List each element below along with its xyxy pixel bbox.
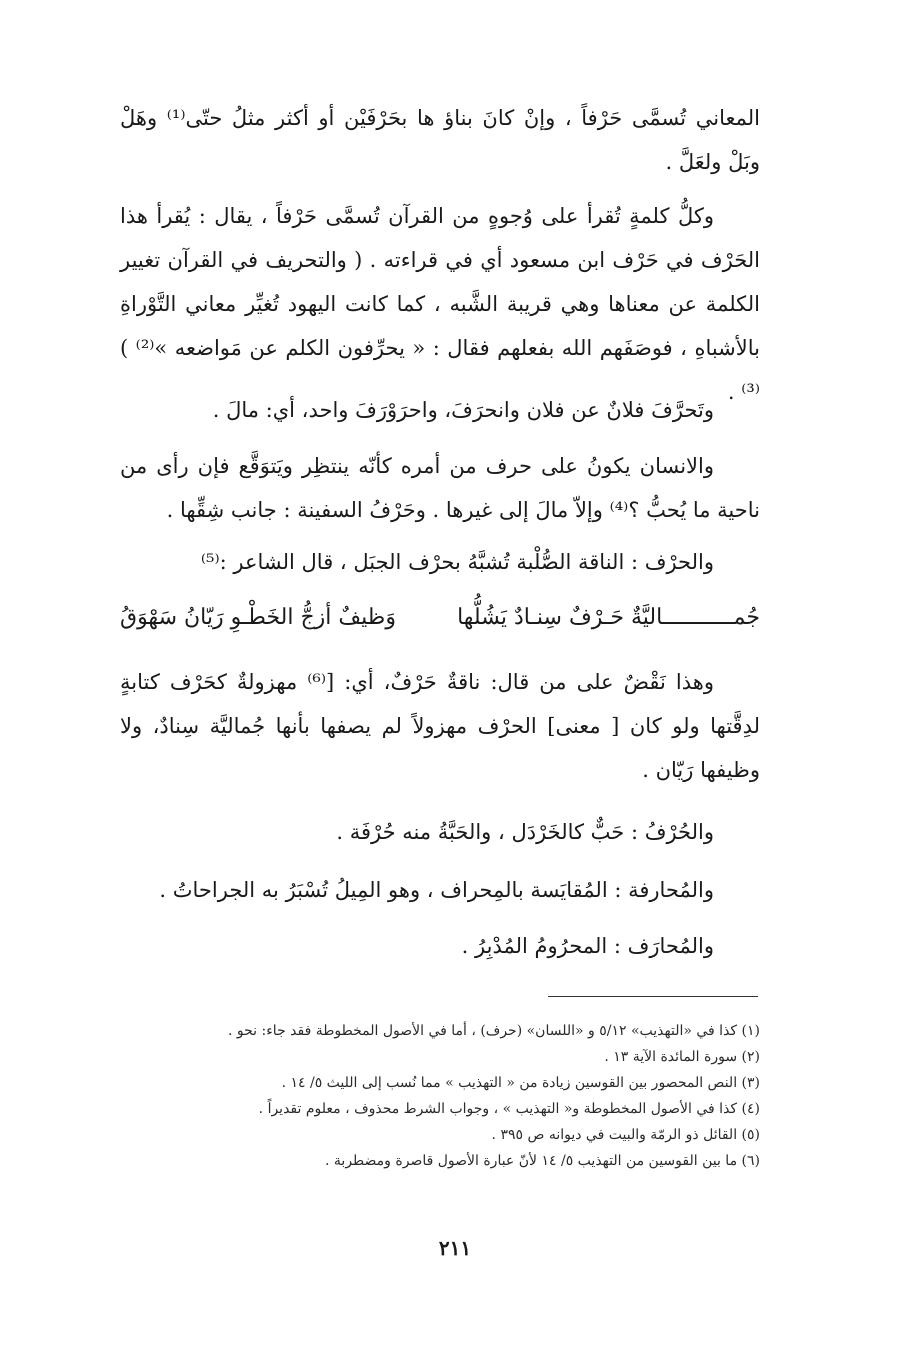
paragraph-6: وهذا نَقْضٌ على من قال: ناقةٌ حَرْفٌ، أي: [⁽⁶⁾ مهزولةٌ كحَرْف كتابةٍ لدِقَّتها ولو كان [ معنى] الحرْف مهزولاً لم يصفها بأنها جُماليَّة سِنادٌ، ولا وظيفها رَيّان . xyxy=(120,670,760,782)
paragraph-3: وتَحرَّفَ فلانٌ عن فلان وانحرَفَ، واحرَوْرَفَ واحد، أي: مالَ . xyxy=(212,398,714,422)
verse-first-hemistich: جُمـــــــــــاليَّةٌ حَـرْفٌ سِنـادٌ يَشُلُّها xyxy=(457,605,760,630)
footnote-5: (٥) القائل ذو الرمّة والبيت في ديوانه ص ٣٩٥ . xyxy=(491,1127,760,1143)
footnote-6: (٦) ما بين القوسين من التهذيب ٥/ ١٤ لأنّ عبارة الأصول قاصرة ومضطربة . xyxy=(325,1153,760,1169)
footnote-separator xyxy=(548,996,758,997)
paragraph-1: المعاني تُسمَّى حَرْفاً ، وإنْ كانَ بناؤ ها بحَرْفَيْن أو أكثر مثلُ حتّى⁽¹⁾ وهَلْ وبَلْ ولعَلَّ . xyxy=(120,106,760,174)
paragraph-8: والمُحارفة : المُقايَسة بالمِحراف ، وهو المِيلُ تُسْبَرُ به الجراحاتُ . xyxy=(159,878,714,902)
paragraph-4: والانسان يكونُ على حرف من أمره كأنّه ينتظِر ويَتوَقَّع فإن رأى من ناحية ما يُحبُّ ؟⁽⁴⁾ وإلاّ مالَ إلى غيرها . وحَرْفُ السفينة : جانب شِقِّها . xyxy=(120,454,760,522)
footnote-1: (١) كذا في «التهذيب» ٥/١٢ و «اللسان» (حرف) ، أما في الأصول المخطوطة فقد جاء: نحو . xyxy=(227,1023,760,1039)
footnote-4: (٤) كذا في الأصول المخطوطة و« التهذيب » ، وجواب الشرط محذوف ، معلوم تقديراً . xyxy=(258,1101,760,1117)
paragraph-7: والحُرْفُ : حَبٌّ كالخَرْدَل ، والحَبَّةُ منه حُرْفَة . xyxy=(336,820,714,844)
paragraph-9: والمُحارَف : المحرُومُ المُدْبِرُ . xyxy=(461,934,714,958)
poetry-verse xyxy=(120,596,760,640)
footnotes-list xyxy=(120,1018,760,1174)
verse-second-hemistich: وَظيفٌ أزجُّ الخَطْـوِ رَيّانُ سَهْوَقُ xyxy=(120,605,396,630)
paragraph-5: والحرْف : الناقة الصُّلْبة تُشبَّهُ بحرْف الجبَل ، قال الشاعر :⁽⁵⁾ xyxy=(200,550,714,574)
paragraph-2: وكلُّ كلمةٍ تُقرأ على وُجوهٍ من القرآن تُسمَّى حَرْفاً ، يقال : يُقرأ هذا الحَرْف في حَرْف ابن مسعود أي في قراءته . ( والتحريف في القرآن تغيير الكلمة عن معناها وهي قريبة الشَّبه ، كما كانت اليهود تُغيِّر معاني التَّوْراةِ بالأشباهِ ، فوصَفَهم الله بفعلهم فقال : « يحرِّفون الكلم عن مَواضعه »⁽²⁾ )⁽³⁾ . xyxy=(120,204,760,404)
page-number: ٢١١ xyxy=(438,1236,472,1260)
footnote-2: (٢) سورة المائدة الآية ١٣ . xyxy=(604,1049,760,1065)
footnote-3: (٣) النص المحصور بين القوسين زيادة من « التهذيب » مما نُسب إلى الليث ٥/ ١٤ . xyxy=(281,1075,760,1091)
